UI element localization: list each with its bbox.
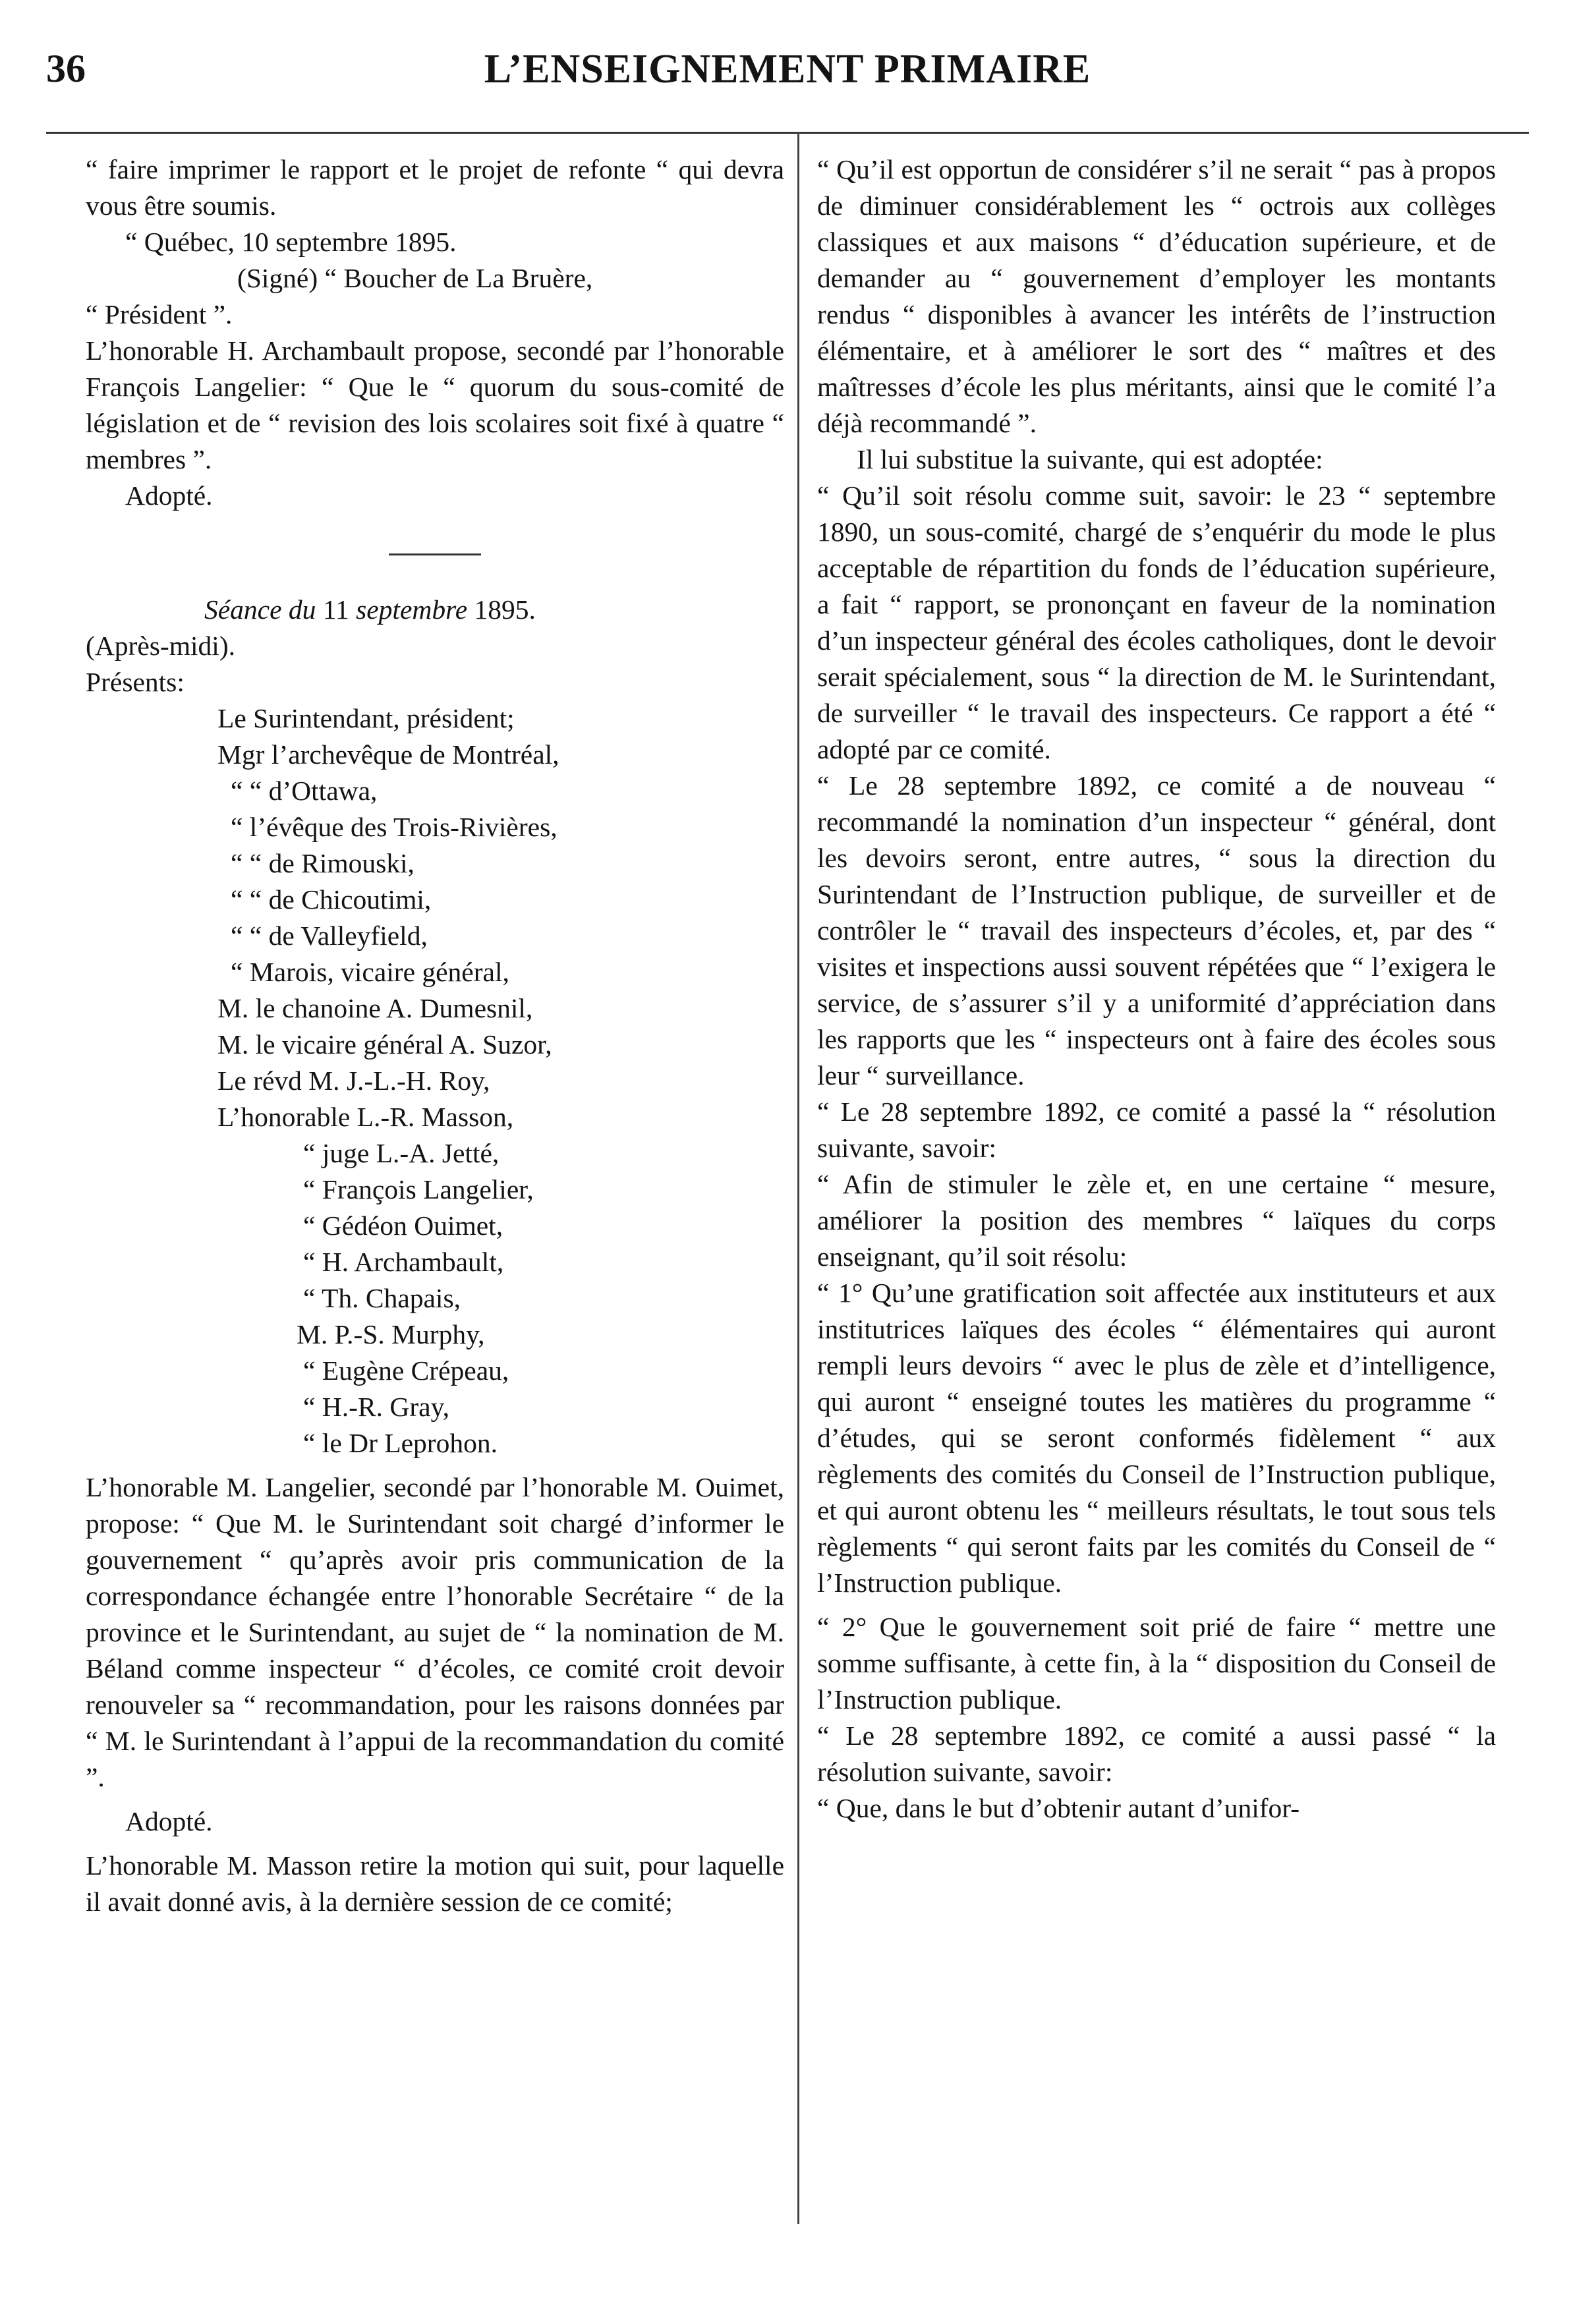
paragraph: “ 2° Que le gouvernement soit prié de faire “ mettre une somme suffisante, à cette fin, à la “ disposition du Conseil de l’Instruction publique.: [817, 1612, 1496, 1715]
paragraph: “ faire imprimer le rapport et le projet de refonte “ qui devra vous être soumis.: [86, 154, 784, 221]
paragraph: “ Le 28 septembre 1892, ce comité a aussi passé “ la résolution suivante, savoir:: [817, 1720, 1496, 1787]
attendee: “ “ d’Ottawa,: [231, 776, 378, 806]
paragraph: “ Qu’il soit résolu comme suit, savoir: le 23 “ septembre 1890, un sous-comité, chargé de s’enquérir du mode le plus acceptable de répartition du fonds de l’éducation supérieure, a fait “ rapport, se prononçant en faveur de la nomination d’un inspecteur général des écoles catholiques, dont le devoir serait spécialement, sous “ la direction de M. le Surintendant, de surveiller “ le travail des inspecteurs. Ce rapport a été “ adopté par ce comité.: [817, 480, 1496, 764]
attendee: “ juge L.-A. Jetté,: [303, 1138, 500, 1168]
attendee: M. P.-S. Murphy,: [297, 1319, 485, 1349]
attendee: M. le chanoine A. Dumesnil,: [217, 993, 533, 1023]
attendee: “ Gédéon Ouimet,: [303, 1210, 503, 1241]
paragraph: L’honorable M. Langelier, secondé par l’honorable M. Ouimet, propose: “ Que M. le Surintendant soit chargé d’informer le gouvernement “ qu’après avoir pris communication de la correspondance échangée entre l’honorable Secrétaire “ de la province et le Surintendant, au sujet de “ la nomination de M. Béland comme inspecteur “ d’écoles, ce comité croit devoir renouveler sa “ recommandation, pour les raisons données par “ M. le Surintendant à l’appui de la recommandation du comité ”.: [86, 1472, 784, 1792]
session-subheading: (Après-midi).: [86, 631, 236, 661]
header-rule: [46, 132, 1529, 134]
session-day: 11: [322, 594, 349, 625]
attendee: “ “ de Valleyfield,: [231, 921, 428, 951]
attendee: Le Surintendant, président;: [217, 703, 515, 733]
attendee: “ “ de Rimouski,: [231, 848, 415, 878]
attendee: L’honorable L.-R. Masson,: [217, 1102, 514, 1132]
signature-line: (Signé) “ Boucher de La Bruère,: [237, 263, 593, 293]
attendee-list: [86, 700, 784, 1461]
attendee: “ “ de Chicoutimi,: [231, 884, 432, 915]
attendee: “ Th. Chapais,: [303, 1283, 461, 1313]
paragraph: L’honorable H. Archambault propose, secondé par l’honorable François Langelier: “ Que le “ quorum du sous-comité de législation et de “ revision des lois scolaires soit fixé à quatre “ membres ”.: [86, 335, 784, 474]
page-header: [46, 46, 1529, 119]
paragraph: “ Afin de stimuler le zèle et, en une certaine “ mesure, améliorer la position des membres “ laïques du corps enseignant, qu’il soit résolu:: [817, 1169, 1496, 1272]
attendee: “ François Langelier,: [303, 1174, 534, 1205]
signature-title: “ Président ”.: [86, 299, 233, 329]
attendee: “ le Dr Leprohon.: [303, 1428, 498, 1458]
paragraph: “ Que, dans le but d’obtenir autant d’unifor-: [817, 1793, 1300, 1823]
paragraph: “ Qu’il est opportun de considérer s’il ne serait “ pas à propos de diminuer considérablement les “ octrois aux collèges classiques et aux maisons “ d’éducation supérieure, et de demander au “ gouvernement d’employer les montants rendus “ disponibles à avancer les intérêts de l’instruction élémentaire, et à améliorer le sort des “ maîtres et des maîtresses d’école les plus méritants, ainsi que le comité l’a déjà recommandé ”.: [817, 154, 1496, 438]
paragraph: Il lui substitue la suivante, qui est adoptée:: [857, 444, 1323, 474]
section-separator: [389, 553, 481, 555]
left-column: [86, 152, 784, 1920]
paragraph: “ 1° Qu’une gratification soit affectée aux instituteurs et aux institutrices laïques des écoles “ élémentaires qui auront rempli leurs devoirs “ avec le plus de zèle et d’intelligence, qui auront “ enseigné toutes les matières du programme “ d’études, qui se seront conformés fidèlement “ aux règlements des comités du Conseil de l’Instruction publique, et qui auront obtenu les “ meilleurs résultats, le tout sous tels règlements “ qui seront faits par les comités du Conseil de “ l’Instruction publique.: [817, 1278, 1496, 1598]
right-column: [817, 152, 1496, 1827]
running-title: L’ENSEIGNEMENT PRIMAIRE: [484, 47, 1091, 92]
session-label: Séance du: [204, 594, 316, 625]
session-month: septembre: [356, 594, 468, 625]
attendee: Mgr l’archevêque de Montréal,: [217, 739, 559, 770]
page-number: 36: [46, 47, 86, 90]
attendee: “ H.-R. Gray,: [303, 1392, 450, 1422]
session-year: 1895.: [474, 594, 536, 625]
attendees-label: Présents:: [86, 667, 185, 697]
adopted-note: Adopté.: [125, 1806, 213, 1836]
attendee: Le révd M. J.-L.-H. Roy,: [217, 1065, 490, 1096]
dateline: “ Québec, 10 septembre 1895.: [125, 227, 457, 257]
session-heading: [86, 592, 784, 628]
paragraph: “ Le 28 septembre 1892, ce comité a de nouveau “ recommandé la nomination d’un inspecteur “ général, dont les devoirs seront, entre autres, “ sous la direction du Surintendant de l’Instruction publique, de surveiller et de contrôler le “ travail des inspecteurs d’écoles, et, par des “ visites et inspections aussi souvent répétées que “ l’exigera le service, de s’assurer s’il y a uniformité d’appréciation dans les rapports que les “ inspecteurs ont à faire des écoles sous leur “ surveillance.: [817, 770, 1496, 1091]
attendee: “ H. Archambault,: [303, 1247, 504, 1277]
attendee: M. le vicaire général A. Suzor,: [217, 1029, 552, 1060]
attendee: “ l’évêque des Trois-Rivières,: [231, 812, 558, 842]
attendee: “ Eugène Crépeau,: [303, 1355, 509, 1386]
adopted-note: Adopté.: [125, 480, 213, 511]
paragraph: L’honorable M. Masson retire la motion qui suit, pour laquelle il avait donné avis, à la dernière session de ce comité;: [86, 1850, 784, 1917]
attendee: “ Marois, vicaire général,: [231, 957, 509, 987]
column-divider: [797, 132, 799, 2224]
paragraph: “ Le 28 septembre 1892, ce comité a passé la “ résolution suivante, savoir:: [817, 1096, 1496, 1163]
